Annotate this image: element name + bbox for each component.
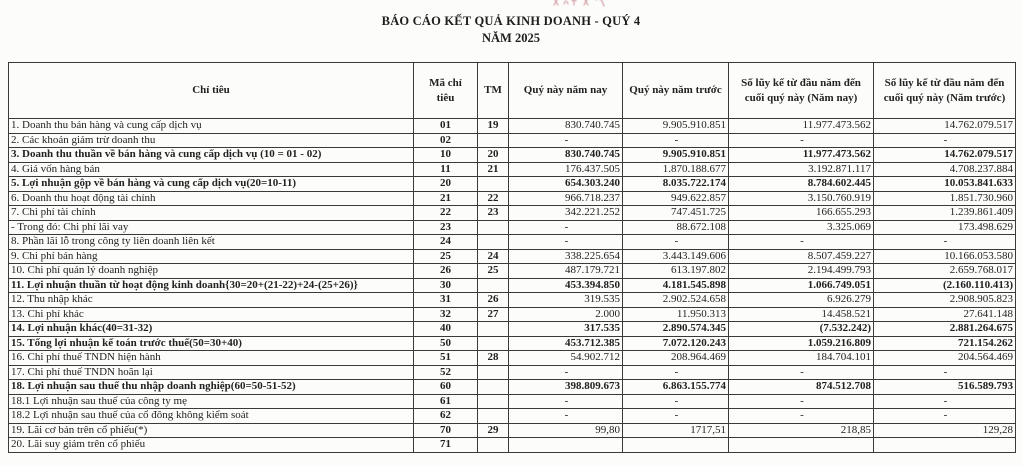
row-note-ref: 25	[478, 264, 509, 279]
row-label: 16. Chi phí thuế TNDN hiện hành	[9, 351, 414, 366]
row-note-ref	[478, 177, 509, 192]
table-row	[9, 148, 1016, 163]
cell-quarter-current: -	[509, 394, 623, 409]
row-note-ref: 20	[478, 148, 509, 163]
cell-quarter-previous: 6.863.155.774	[623, 380, 729, 395]
cell-ytd-previous: -	[874, 235, 1016, 250]
row-code: 61	[414, 394, 478, 409]
table-row	[9, 177, 1016, 192]
row-code: 51	[414, 351, 478, 366]
cell-quarter-previous: 949.622.857	[623, 191, 729, 206]
cell-quarter-current: -	[509, 409, 623, 424]
row-code: 10	[414, 148, 478, 163]
cell-ytd-previous: 27.641.148	[874, 307, 1016, 322]
cell-quarter-previous: -	[623, 409, 729, 424]
row-code: 30	[414, 278, 478, 293]
table-row	[9, 191, 1016, 206]
cell-quarter-current: 319.535	[509, 293, 623, 308]
cell-ytd-previous: 2.659.768.017	[874, 264, 1016, 279]
cell-ytd-previous: 173.498.629	[874, 220, 1016, 235]
table-row	[9, 119, 1016, 134]
cell-ytd-current: 218,85	[729, 423, 874, 438]
row-label: 5. Lợi nhuận gộp về bán hàng và cung cấp dịch vụ(20=10-11)	[9, 177, 414, 192]
row-note-ref: 22	[478, 191, 509, 206]
row-note-ref	[478, 220, 509, 235]
row-code: 21	[414, 191, 478, 206]
cell-ytd-previous: -	[874, 133, 1016, 148]
cell-quarter-current: -	[509, 235, 623, 250]
cell-ytd-current: -	[729, 394, 874, 409]
cell-ytd-previous: 2.908.905.823	[874, 293, 1016, 308]
row-code: 71	[414, 438, 478, 453]
row-label: 17. Chi phí thuế TNDN hoãn lại	[9, 365, 414, 380]
row-code: 01	[414, 119, 478, 134]
cell-ytd-current: (7.532.242)	[729, 322, 874, 337]
row-note-ref	[478, 380, 509, 395]
cell-quarter-current: 342.221.252	[509, 206, 623, 221]
row-label: 11. Lợi nhuận thuần từ hoạt động kinh doanh{30=20+(21-22)+24-(25+26)}	[9, 278, 414, 293]
cell-quarter-current: -	[509, 133, 623, 148]
cell-quarter-previous: 9.905.910.851	[623, 119, 729, 134]
cell-quarter-previous: 613.197.802	[623, 264, 729, 279]
row-label: 6. Doanh thu hoạt động tài chính	[9, 191, 414, 206]
cell-ytd-previous: 14.762.079.517	[874, 148, 1016, 163]
cell-ytd-current: -	[729, 133, 874, 148]
row-label: 19. Lãi cơ bản trên cổ phiếu(*)	[9, 423, 414, 438]
cell-quarter-previous: 4.181.545.898	[623, 278, 729, 293]
header-ytd-previous: Số lũy kế từ đầu năm đến cuối quý này (Năm trước)	[874, 63, 1016, 119]
cell-ytd-previous: 10.166.053.580	[874, 249, 1016, 264]
cell-ytd-previous: 204.564.469	[874, 351, 1016, 366]
table-row	[9, 322, 1016, 337]
table-row	[9, 235, 1016, 250]
row-note-ref	[478, 409, 509, 424]
cell-ytd-current: 8.507.459.227	[729, 249, 874, 264]
row-note-ref	[478, 365, 509, 380]
cell-quarter-current: 830.740.745	[509, 119, 623, 134]
red-stamp-fragment	[548, 0, 618, 10]
cell-quarter-current: 398.809.673	[509, 380, 623, 395]
row-note-ref	[478, 438, 509, 453]
cell-ytd-current: 166.655.293	[729, 206, 874, 221]
cell-ytd-current: 3.150.760.919	[729, 191, 874, 206]
table-row	[9, 206, 1016, 221]
cell-ytd-current: 3.192.871.117	[729, 162, 874, 177]
cell-ytd-current: 1.059.216.809	[729, 336, 874, 351]
row-code: 60	[414, 380, 478, 395]
table-row	[9, 365, 1016, 380]
row-note-ref: 29	[478, 423, 509, 438]
row-code: 52	[414, 365, 478, 380]
table-row	[9, 220, 1016, 235]
cell-ytd-previous: 10.053.841.633	[874, 177, 1016, 192]
row-label: 12. Thu nhập khác	[9, 293, 414, 308]
cell-ytd-previous: (2.160.110.413)	[874, 278, 1016, 293]
row-code: 50	[414, 336, 478, 351]
table-row	[9, 423, 1016, 438]
row-code: 31	[414, 293, 478, 308]
report-title-block	[0, 14, 1022, 46]
cell-ytd-current: 184.704.101	[729, 351, 874, 366]
cell-quarter-previous: -	[623, 235, 729, 250]
cell-quarter-current: 317.535	[509, 322, 623, 337]
cell-ytd-previous: 2.881.264.675	[874, 322, 1016, 337]
row-code: 26	[414, 264, 478, 279]
cell-quarter-current: 338.225.654	[509, 249, 623, 264]
cell-ytd-current: 14.458.521	[729, 307, 874, 322]
table-row	[9, 336, 1016, 351]
row-note-ref	[478, 235, 509, 250]
cell-quarter-current: 654.303.240	[509, 177, 623, 192]
table-row	[9, 307, 1016, 322]
row-code: 11	[414, 162, 478, 177]
cell-ytd-current: 874.512.708	[729, 380, 874, 395]
row-code: 24	[414, 235, 478, 250]
row-label: 10. Chi phí quản lý doanh nghiệp	[9, 264, 414, 279]
row-label: 18.2 Lợi nhuận sau thuế của cổ đông không kiểm soát	[9, 409, 414, 424]
cell-ytd-previous: 516.589.793	[874, 380, 1016, 395]
row-label: 18. Lợi nhuận sau thuế thu nhập doanh nghiệp(60=50-51-52)	[9, 380, 414, 395]
header-tm: TM	[478, 63, 509, 119]
table-row	[9, 133, 1016, 148]
cell-ytd-previous: -	[874, 365, 1016, 380]
cell-quarter-current: -	[509, 365, 623, 380]
cell-ytd-current	[729, 438, 874, 453]
cell-ytd-previous: 1.239.861.409	[874, 206, 1016, 221]
cell-quarter-current: 453.394.850	[509, 278, 623, 293]
report-title: BÁO CÁO KẾT QUẢ KINH DOANH - QUÝ 4	[381, 14, 641, 28]
table-row	[9, 394, 1016, 409]
row-label: 13. Chi phí khác	[9, 307, 414, 322]
cell-quarter-previous: 208.964.469	[623, 351, 729, 366]
cell-ytd-current: 2.194.499.793	[729, 264, 874, 279]
header-quarter-previous: Quý này năm trước	[623, 63, 729, 119]
cell-ytd-previous: -	[874, 409, 1016, 424]
cell-ytd-previous: 14.762.079.517	[874, 119, 1016, 134]
header-quarter-current: Quý này năm nay	[509, 63, 623, 119]
row-note-ref	[478, 278, 509, 293]
cell-quarter-previous: 9.905.910.851	[623, 148, 729, 163]
row-note-ref: 21	[478, 162, 509, 177]
cell-ytd-current: 1.066.749.051	[729, 278, 874, 293]
cell-quarter-current: 453.712.385	[509, 336, 623, 351]
row-code: 23	[414, 220, 478, 235]
row-label: - Trong đó: Chi phí lãi vay	[9, 220, 414, 235]
row-code: 40	[414, 322, 478, 337]
table-row	[9, 162, 1016, 177]
row-note-ref: 26	[478, 293, 509, 308]
cell-ytd-current: 8.784.602.445	[729, 177, 874, 192]
row-note-ref	[478, 336, 509, 351]
table-header-row	[9, 63, 1016, 119]
cell-quarter-previous: 2.902.524.658	[623, 293, 729, 308]
row-note-ref	[478, 322, 509, 337]
cell-quarter-previous: 3.443.149.606	[623, 249, 729, 264]
cell-quarter-previous: 2.890.574.345	[623, 322, 729, 337]
cell-ytd-current: -	[729, 365, 874, 380]
table-row	[9, 264, 1016, 279]
cell-quarter-previous: -	[623, 394, 729, 409]
cell-ytd-previous: 4.708.237.884	[874, 162, 1016, 177]
cell-quarter-previous: -	[623, 133, 729, 148]
table-row	[9, 249, 1016, 264]
row-code: 22	[414, 206, 478, 221]
row-label: 7. Chi phí tài chính	[9, 206, 414, 221]
cell-quarter-previous	[623, 438, 729, 453]
table-row	[9, 380, 1016, 395]
cell-ytd-previous: 721.154.262	[874, 336, 1016, 351]
table-body	[9, 119, 1016, 453]
cell-ytd-current: 3.325.069	[729, 220, 874, 235]
cell-quarter-previous: 8.035.722.174	[623, 177, 729, 192]
row-code: 25	[414, 249, 478, 264]
cell-quarter-previous: 1.870.188.677	[623, 162, 729, 177]
cell-quarter-previous: 1717,51	[623, 423, 729, 438]
row-label: 18.1 Lợi nhuận sau thuế của công ty mẹ	[9, 394, 414, 409]
row-label: 8. Phần lãi lỗ trong công ty liên doanh liên kết	[9, 235, 414, 250]
row-code: 20	[414, 177, 478, 192]
row-label: 14. Lợi nhuận khác(40=31-32)	[9, 322, 414, 337]
table-row	[9, 351, 1016, 366]
cell-quarter-current: 176.437.505	[509, 162, 623, 177]
report-year: NĂM 2025	[482, 30, 540, 45]
row-label: 9. Chi phí bán hàng	[9, 249, 414, 264]
row-note-ref: 27	[478, 307, 509, 322]
row-note-ref: 24	[478, 249, 509, 264]
row-code: 70	[414, 423, 478, 438]
row-label: 2. Các khoản giảm trừ doanh thu	[9, 133, 414, 148]
cell-quarter-current	[509, 438, 623, 453]
cell-ytd-current: 11.977.473.562	[729, 148, 874, 163]
cell-quarter-previous: 747.451.725	[623, 206, 729, 221]
row-note-ref	[478, 133, 509, 148]
row-label: 1. Doanh thu bán hàng và cung cấp dịch vụ	[9, 119, 414, 134]
cell-ytd-current: 6.926.279	[729, 293, 874, 308]
row-label: 4. Giá vốn hàng bán	[9, 162, 414, 177]
cell-quarter-previous: 11.950.313	[623, 307, 729, 322]
cell-quarter-current: 487.179.721	[509, 264, 623, 279]
row-code: 62	[414, 409, 478, 424]
cell-quarter-previous: -	[623, 365, 729, 380]
row-note-ref: 19	[478, 119, 509, 134]
cell-quarter-previous: 7.072.120.243	[623, 336, 729, 351]
row-label: 20. Lãi suy giảm trên cổ phiếu	[9, 438, 414, 453]
cell-quarter-current: 966.718.237	[509, 191, 623, 206]
cell-quarter-current: 2.000	[509, 307, 623, 322]
table-row	[9, 293, 1016, 308]
cell-ytd-current: 11.977.473.562	[729, 119, 874, 134]
row-label: 3. Doanh thu thuần về bán hàng và cung cấp dịch vụ (10 = 01 - 02)	[9, 148, 414, 163]
table-row	[9, 438, 1016, 453]
header-chi-tieu: Chỉ tiêu	[9, 63, 414, 119]
row-note-ref: 28	[478, 351, 509, 366]
row-code: 32	[414, 307, 478, 322]
row-code: 02	[414, 133, 478, 148]
income-statement-table	[8, 62, 1016, 453]
cell-quarter-current: 99,80	[509, 423, 623, 438]
cell-ytd-previous: 1.851.730.960	[874, 191, 1016, 206]
row-note-ref	[478, 394, 509, 409]
cell-ytd-previous	[874, 438, 1016, 453]
cell-ytd-previous: 129,28	[874, 423, 1016, 438]
cell-quarter-current: -	[509, 220, 623, 235]
cell-ytd-current: -	[729, 235, 874, 250]
cell-ytd-current: -	[729, 409, 874, 424]
table-row	[9, 409, 1016, 424]
header-ma-chi-tieu: Mã chỉ tiêu	[414, 63, 478, 119]
header-ytd-current: Số lũy kế từ đầu năm đến cuối quý này (Năm nay)	[729, 63, 874, 119]
cell-quarter-previous: 88.672.108	[623, 220, 729, 235]
table-row	[9, 278, 1016, 293]
row-label: 15. Tổng lợi nhuận kế toán trước thuế(50=30+40)	[9, 336, 414, 351]
row-note-ref: 23	[478, 206, 509, 221]
cell-ytd-previous: -	[874, 394, 1016, 409]
cell-quarter-current: 830.740.745	[509, 148, 623, 163]
cell-quarter-current: 54.902.712	[509, 351, 623, 366]
